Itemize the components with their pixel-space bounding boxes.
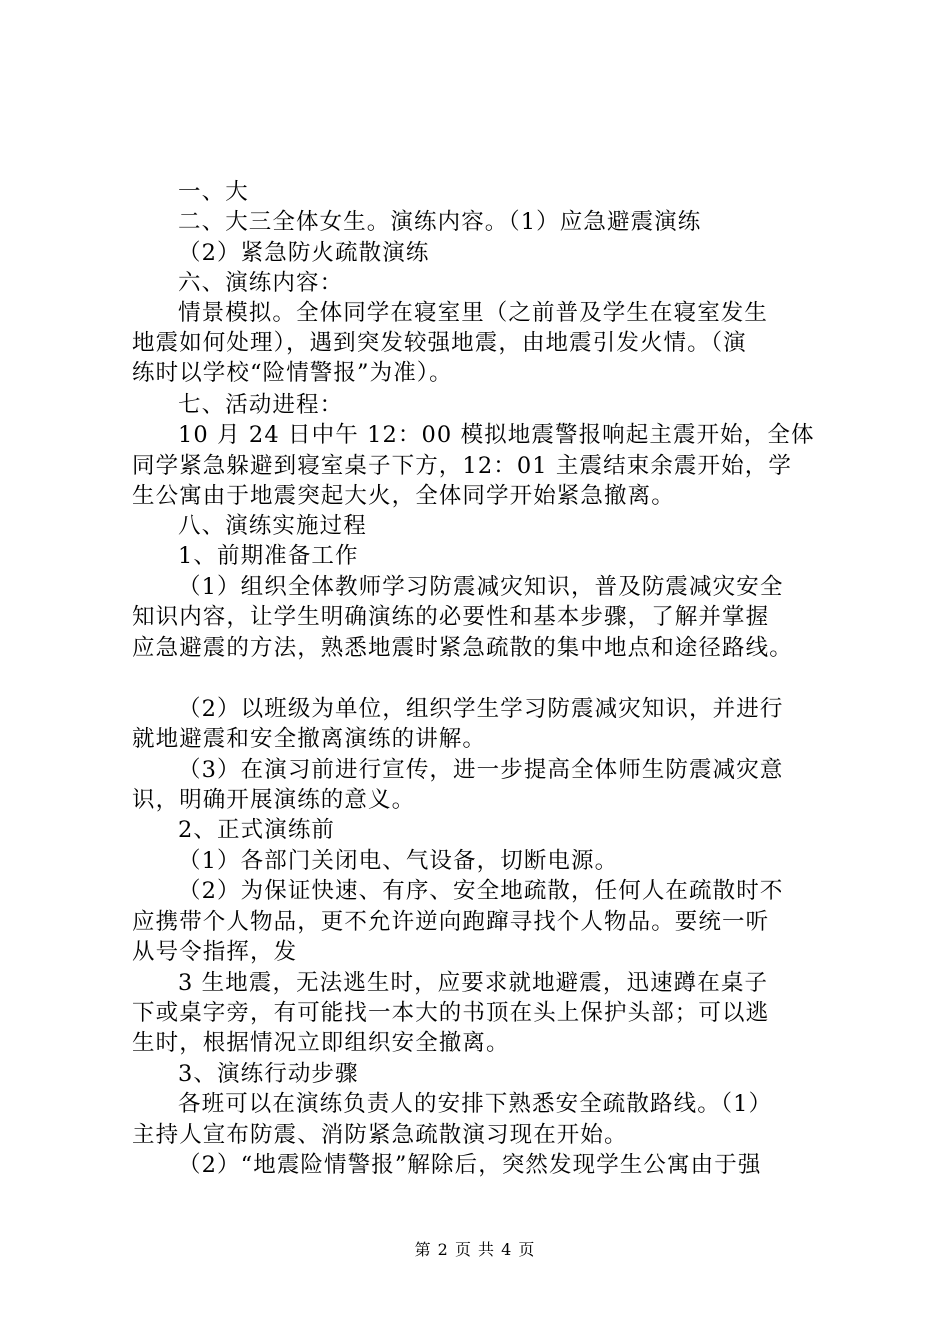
- text-line: 同学紧急躲避到寝室桌子下方，12：01 主震结束余震开始，学: [132, 453, 792, 479]
- text-line: 就地避震和安全撤离演练的讲解。: [132, 726, 487, 752]
- text-line: 情景模拟。全体同学在寝室里（之前普及学生在寝室发生: [178, 300, 769, 326]
- page-footer: 第 2 页 共 4 页: [414, 1240, 536, 1259]
- text-line: 一、大: [178, 179, 249, 205]
- text-line: 二、大三全体女生。演练内容。（1）应急避震演练: [178, 209, 702, 235]
- text-line: 下或桌字旁，有可能找一本大的书顶在头上保护头部；可以逃: [132, 1000, 770, 1026]
- text-line: 生公寓由于地震突起大火，全体同学开始紧急撤离。: [132, 483, 675, 509]
- text-line: 练时以学校“险情警报”为准）。: [132, 360, 453, 386]
- text-line: 六、演练内容：: [178, 270, 344, 296]
- text-line: （2）为保证快速、有序、安全地疏散，任何人在疏散时不: [178, 878, 784, 904]
- text-line: 应急避震的方法，熟悉地震时紧急疏散的集中地点和途径路线。: [132, 635, 793, 661]
- text-line: 2、正式演练前: [178, 817, 336, 843]
- text-line: （1）各部门关闭电、气设备，切断电源。: [178, 848, 619, 874]
- text-line: 七、活动进程：: [178, 392, 344, 418]
- text-line: 应携带个人物品，更不允许逆向跑蹿寻找个人物品。要统一听: [132, 909, 770, 935]
- text-line: 生时，根据情况立即组织安全撤离。: [132, 1030, 510, 1056]
- text-line: 1、前期准备工作: [178, 543, 359, 569]
- text-line: 识，明确开展演练的意义。: [132, 787, 416, 813]
- text-line: 主持人宣布防震、消防紧急疏散演习现在开始。: [132, 1122, 628, 1148]
- text-line: （2）紧急防火疏散演练: [178, 240, 430, 266]
- text-line: （2）以班级为单位，组织学生学习防震减灾知识，并进行: [178, 696, 784, 722]
- text-line: （2）“地震险情警报”解除后，突然发现学生公寓由于强: [178, 1152, 762, 1178]
- text-line: 3 生地震，无法逃生时，应要求就地避震，迅速蹲在桌子: [178, 970, 769, 996]
- text-line: （1）组织全体教师学习防震减灾知识，普及防震减灾安全: [178, 574, 784, 600]
- text-line: 地震如何处理），遇到突发较强地震，由地震引发火情。（演: [132, 330, 747, 356]
- text-line: （3）在演习前进行宣传，进一步提高全体师生防震减灾意: [178, 757, 784, 783]
- text-line: 各班可以在演练负责人的安排下熟悉安全疏散路线。（1）: [178, 1091, 773, 1117]
- text-line: 从号令指挥，发: [132, 939, 298, 965]
- text-line: 3、演练行动步骤: [178, 1061, 359, 1087]
- text-line: 八、演练实施过程: [178, 513, 367, 539]
- text-line: 知识内容，让学生明确演练的必要性和基本步骤，了解并掌握: [132, 604, 770, 630]
- text-line: 10 月 24 日中午 12：00 模拟地震警报响起主震开始，全体: [178, 422, 815, 448]
